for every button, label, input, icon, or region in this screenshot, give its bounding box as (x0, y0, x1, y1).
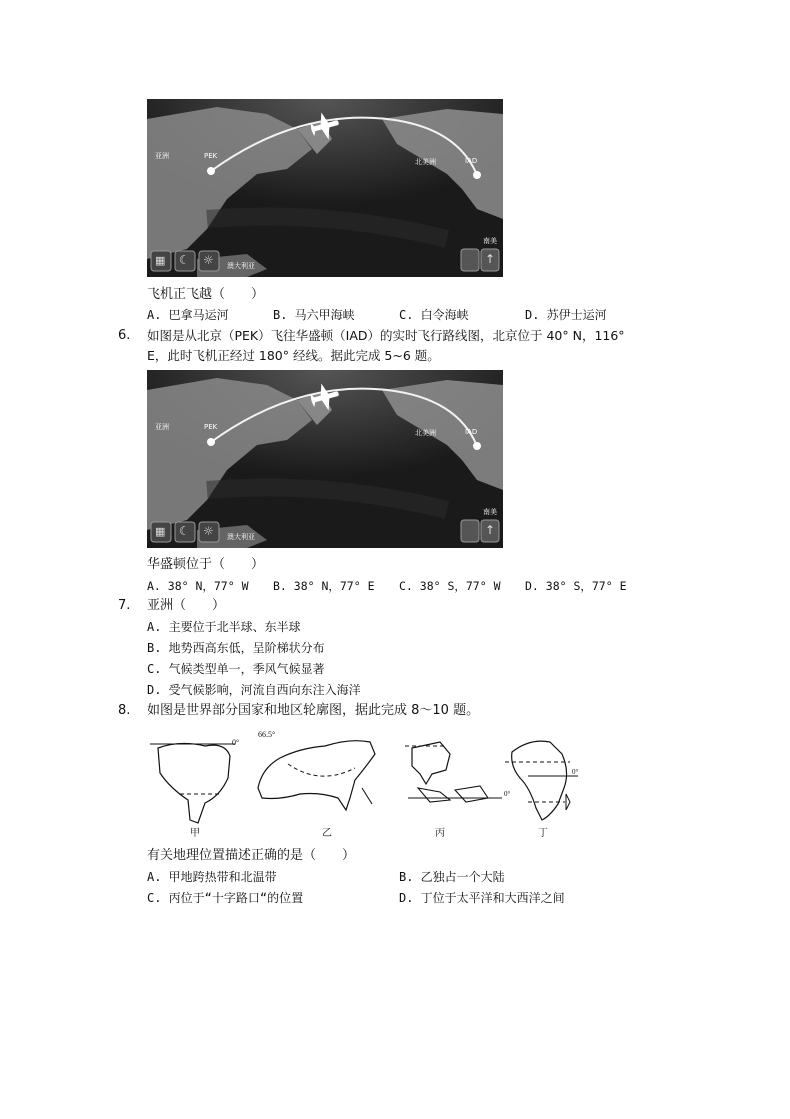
q5-option-b: B. 马六甲海峡 (273, 308, 355, 322)
compass-icon: ☼ (203, 524, 214, 538)
flight-map-image-2 (147, 370, 503, 548)
q8-option-d: D. 丁位于太平洋和大西洋之间 (399, 891, 565, 905)
q6-intro-line2: E，此时飞机正经过 180° 经线。据此完成 5~6 题。 (147, 348, 440, 363)
q7-stem: 亚洲（ ） (147, 598, 226, 613)
q8-option-b: B. 乙独占一个大陆 (399, 870, 505, 884)
q6-option-c: C. 38° S，77° W (399, 579, 501, 593)
q6-intro-line1: 如图是从北京（PEK）飞往华盛顿（IAD）的实时飞行路线图，北京位于 40° N，116° (147, 328, 625, 343)
map-label-north-america: 北美洲 (415, 158, 436, 166)
q7-option-a: A. 主要位于北半球、东半球 (147, 620, 301, 634)
q7-option-d: D. 受气候影响，河流自西向东注入海洋 (147, 683, 361, 697)
q6-number: 6. (118, 328, 131, 343)
world-map-icon: ▦ (155, 525, 166, 538)
map-label-zero-jia: 0° (232, 738, 240, 747)
map-label-north-america: 北美洲 (415, 429, 436, 437)
map-label-south-america: 南美 (483, 508, 497, 516)
map-label-asia: 亚洲 (155, 152, 169, 160)
map-label-pek: PEK (204, 423, 218, 431)
q5-option-d: D. 苏伊士运河 (525, 308, 607, 322)
q8-option-a: A. 甲地跨热带和北温带 (147, 870, 277, 884)
map-label-iad: IAD (465, 428, 478, 436)
q5-option-c: C. 白令海峡 (399, 308, 469, 322)
map-label-yi: 乙 (322, 828, 332, 839)
map-label-oceania: 澳大利亚 (227, 533, 255, 541)
q7-number: 7. (118, 598, 131, 613)
map-label-oceania: 澳大利亚 (227, 262, 255, 270)
map-label-pek: PEK (204, 152, 218, 160)
q6-option-b: B. 38° N，77° E (273, 579, 375, 593)
arrow-up-icon: ↑ (485, 252, 496, 266)
map-label-iad: IAD (465, 157, 478, 165)
q7-option-c: C. 气候类型单一，季风气候显著 (147, 662, 325, 676)
country-outline-maps (150, 728, 590, 838)
map-label-bing: 丙 (435, 828, 445, 839)
map-label-jia: 甲 (190, 828, 200, 839)
arrow-up-icon: ↑ (485, 523, 496, 537)
map-label-latitude-66-5: 66.5° (258, 730, 276, 739)
q5-option-a: A. 巴拿马运河 (147, 308, 229, 322)
q6-stem: 华盛顿位于（ ） (147, 557, 265, 572)
q8-intro: 如图是世界部分国家和地区轮廓图，据此完成 8～10 题。 (147, 703, 480, 718)
night-mode-icon: ☾ (179, 524, 190, 538)
flight-map-image-1 (147, 99, 503, 277)
compass-icon: ☼ (203, 253, 214, 267)
map-label-zero-ding: 0° (572, 768, 579, 776)
world-map-icon: ▦ (155, 254, 166, 267)
q7-option-b: B. 地势西高东低，呈阶梯状分布 (147, 641, 325, 655)
q8-stem: 有关地理位置描述正确的是（ ） (147, 848, 356, 863)
map-label-asia: 亚洲 (155, 423, 169, 431)
night-mode-icon: ☾ (179, 253, 190, 267)
q8-number: 8. (118, 703, 131, 718)
q6-option-d: D. 38° S，77° E (525, 579, 627, 593)
q6-option-a: A. 38° N，77° W (147, 579, 249, 593)
map-label-ding: 丁 (538, 828, 548, 839)
q8-option-c: C. 丙位于“十字路口“的位置 (147, 891, 304, 905)
map-label-zero-bing: 0° (504, 790, 511, 798)
map-label-south-america: 南美 (483, 237, 497, 245)
q5-stem: 飞机正飞越（ ） (147, 287, 265, 302)
